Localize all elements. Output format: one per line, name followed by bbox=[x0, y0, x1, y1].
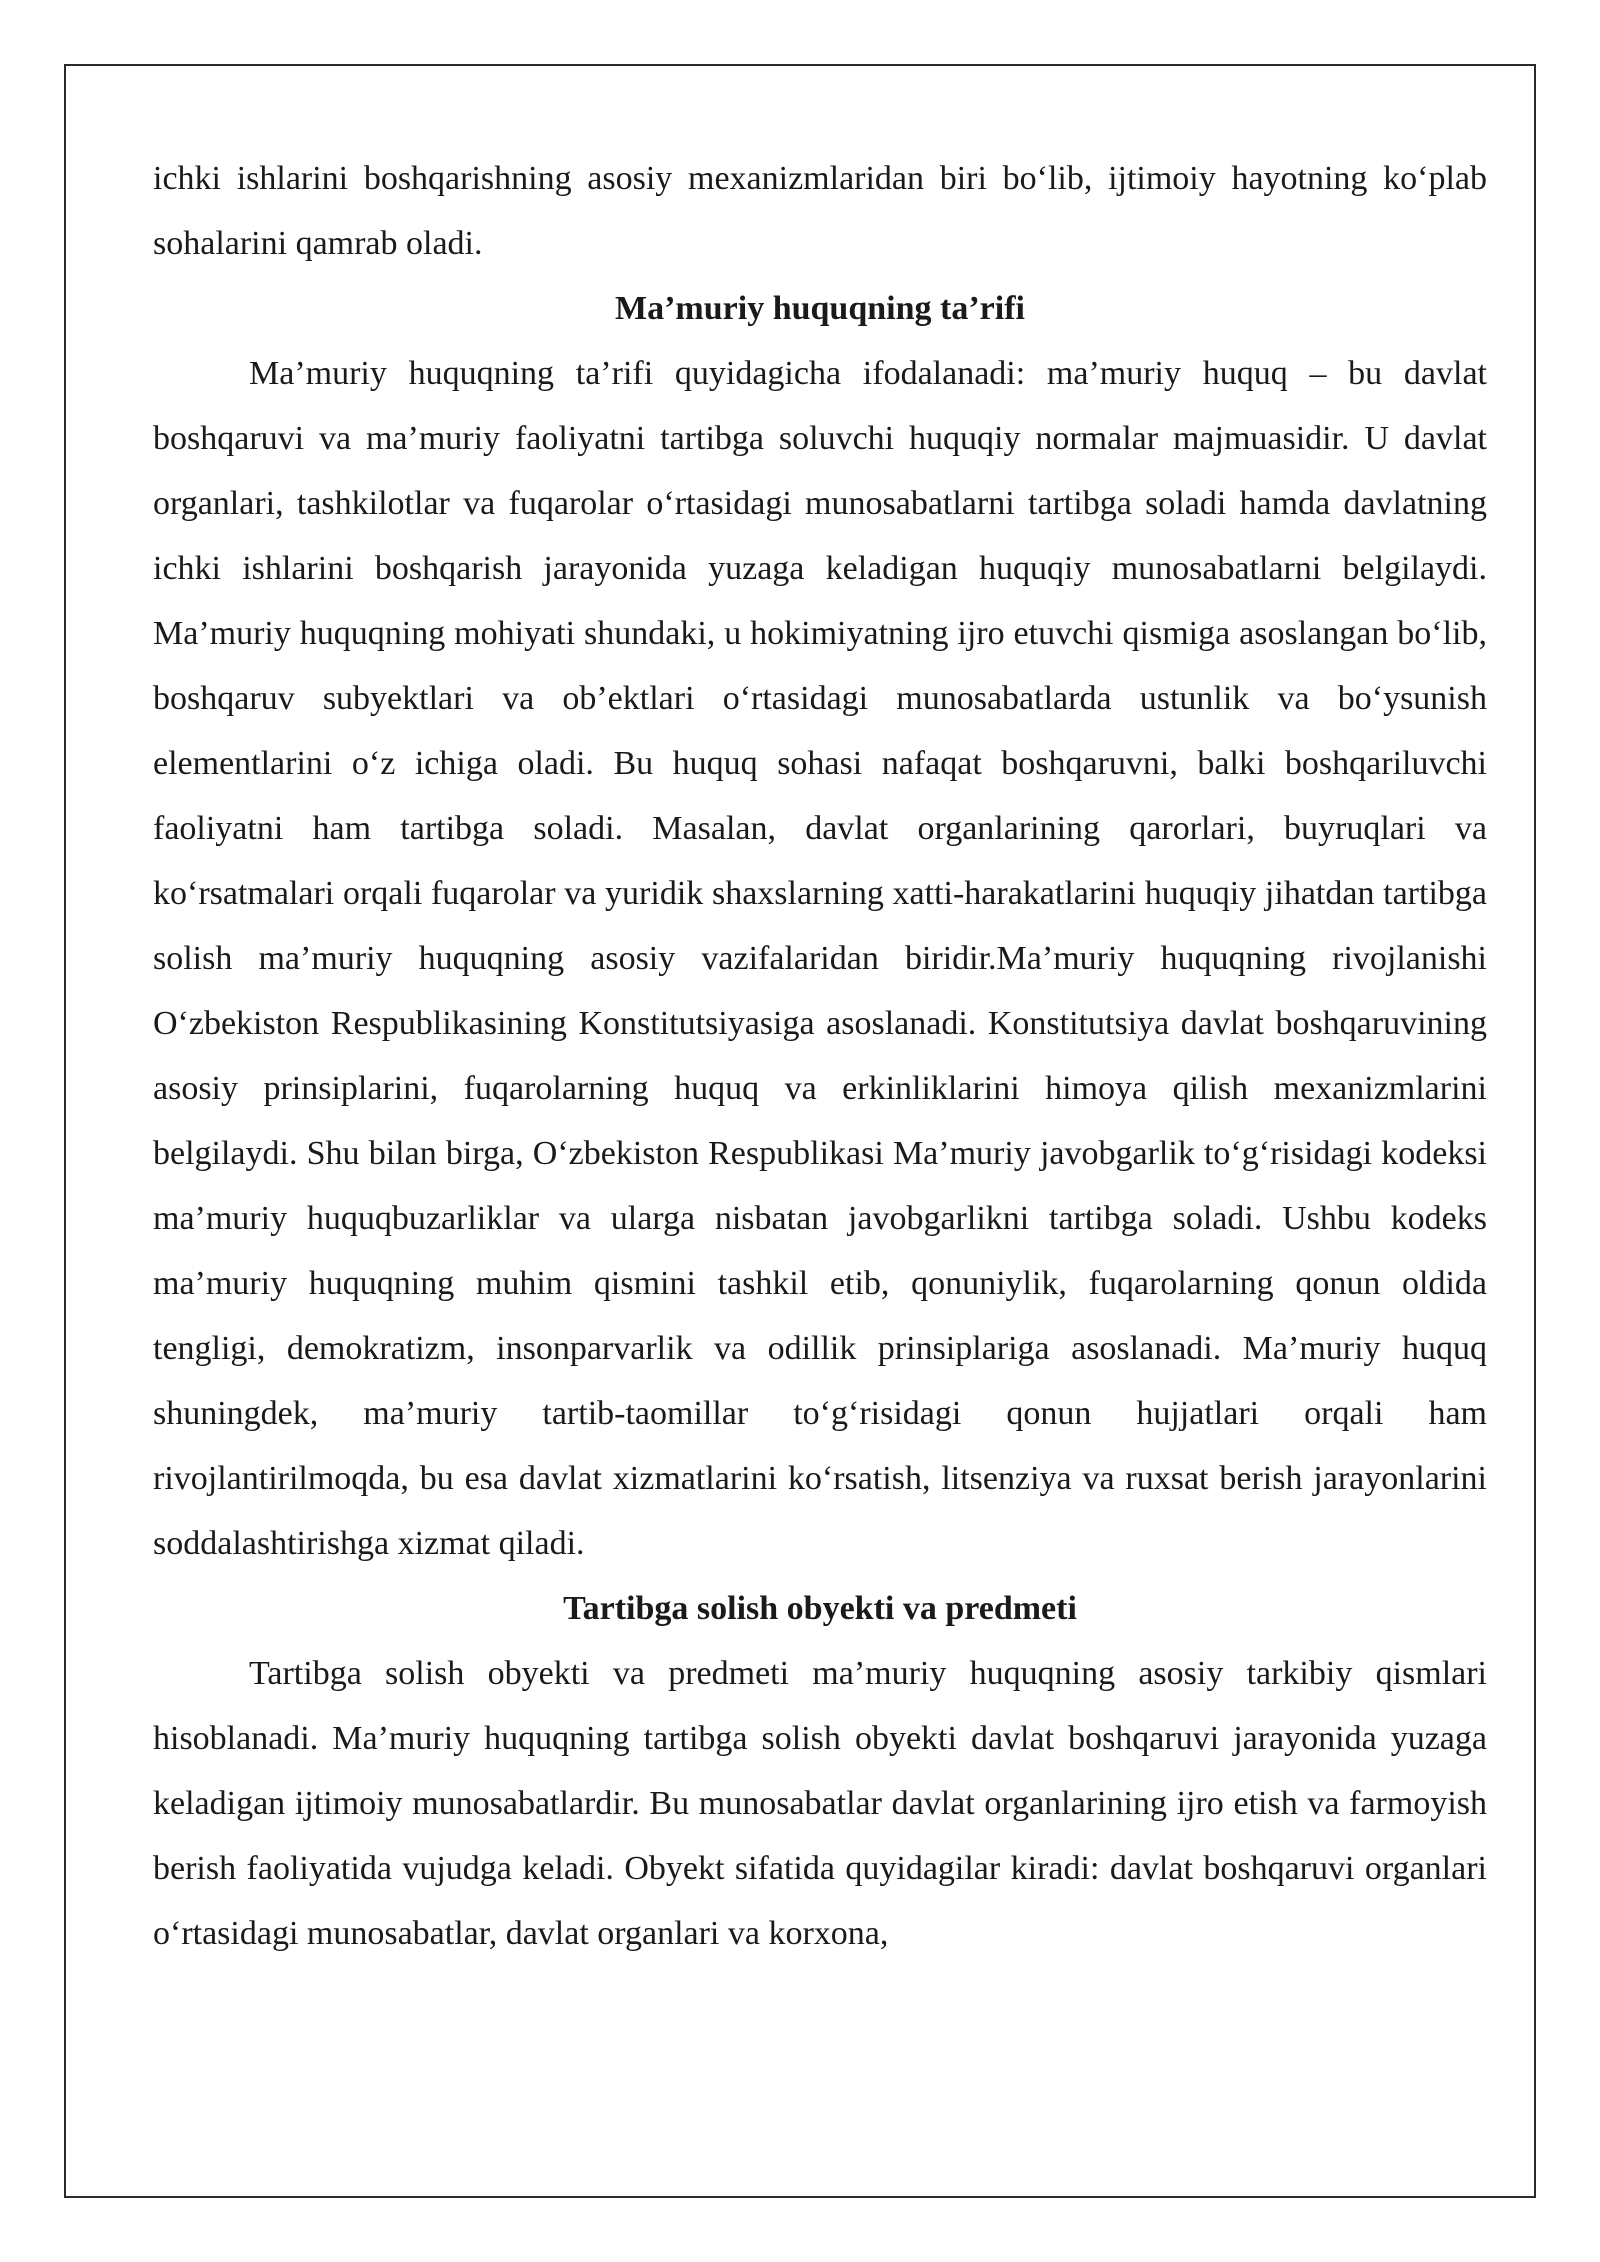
paragraph-object: Tartibga solish obyekti va predmeti ma’muriy huquqning asosiy tarkibiy qismlari hisoblanadi. Ma’muriy huquqning tartibga solish obyekti davlat boshqaruvi jarayonida yuzaga keladigan ijtimoiy munosabatlardir. Bu munosabatlar davlat organlarining ijro etish va farmoyish berish faoliyatida vujudga keladi. Obyekt sifatida quyidagilar kiradi: davlat boshqaruvi organlari o‘rtasidagi munosabatlar, davlat organlari va korxona, bbox=[153, 1655, 1487, 1952]
paragraph-continued: ichki ishlarini boshqarishning asosiy mexanizmlaridan biri bo‘lib, ijtimoiy hayotning ko‘plab sohalarini qamrab oladi. bbox=[153, 160, 1487, 262]
paragraph-definition: Ma’muriy huquqning ta’rifi quyidagicha ifodalanadi: ma’muriy huquq – bu davlat boshqaruvi va ma’muriy faoliyatni tartibga soluvchi huquqiy normalar majmuasidir. U davlat organlari, tashkilotlar va fuqarolar o‘rtasidagi munosabatlarni tartibga soladi hamda davlatning ichki ishlarini boshqarish jarayonida yuzaga keladigan huquqiy munosabatlarni belgilaydi. Ma’muriy huquqning mohiyati shundaki, u hokimiyatning ijro etuvchi qismiga asoslangan bo‘lib, boshqaruv subyektlari va ob’ektlari o‘rtasidagi munosabatlarda ustunlik va bo‘ysunish elementlarini o‘z ichiga oladi. Bu huquq sohasi nafaqat boshqaruvni, balki boshqariluvchi faoliyatni ham tartibga soladi. Masalan, davlat organlarining qarorlari, buyruqlari va ko‘rsatmalari orqali fuqarolar va yuridik shaxslarning xatti-harakatlarini huquqiy jihatdan tartibga solish ma’muriy huquqning asosiy vazifalaridan biridir.Ma’muriy huquqning rivojlanishi O‘zbekiston Respublikasining Konstitutsiyasiga asoslanadi. Konstitutsiya davlat boshqaruvining asosiy prinsiplarini, fuqarolarning huquq va erkinliklarini himoya qilish mexanizmlarini belgilaydi. Shu bilan birga, O‘zbekiston Respublikasi Ma’muriy javobgarlik to‘g‘risidagi kodeksi ma’muriy huquqbuzarliklar va ularga nisbatan javobgarlikni tartibga soladi. Ushbu kodeks ma’muriy huquqning muhim qismini tashkil etib, qonuniylik, fuqarolarning qonun oldida tengligi, demokratizm, insonparvarlik va odillik prinsiplariga asoslanadi. Ma’muriy huquq shuningdek, ma’muriy tartib-taomillar to‘g‘risidagi qonun hujjatlari orqali ham rivojlantirilmoqda, bu esa davlat xizmatlarini ko‘rsatish, litsenziya va ruxsat berish jarayonlarini soddalashtirishga xizmat qiladi. bbox=[153, 355, 1487, 1562]
document-body bbox=[153, 146, 1487, 1966]
section-heading-definition: Ma’muriy huquqning ta’rifi bbox=[615, 290, 1025, 327]
section-heading-object: Tartibga solish obyekti va predmeti bbox=[563, 1590, 1077, 1627]
